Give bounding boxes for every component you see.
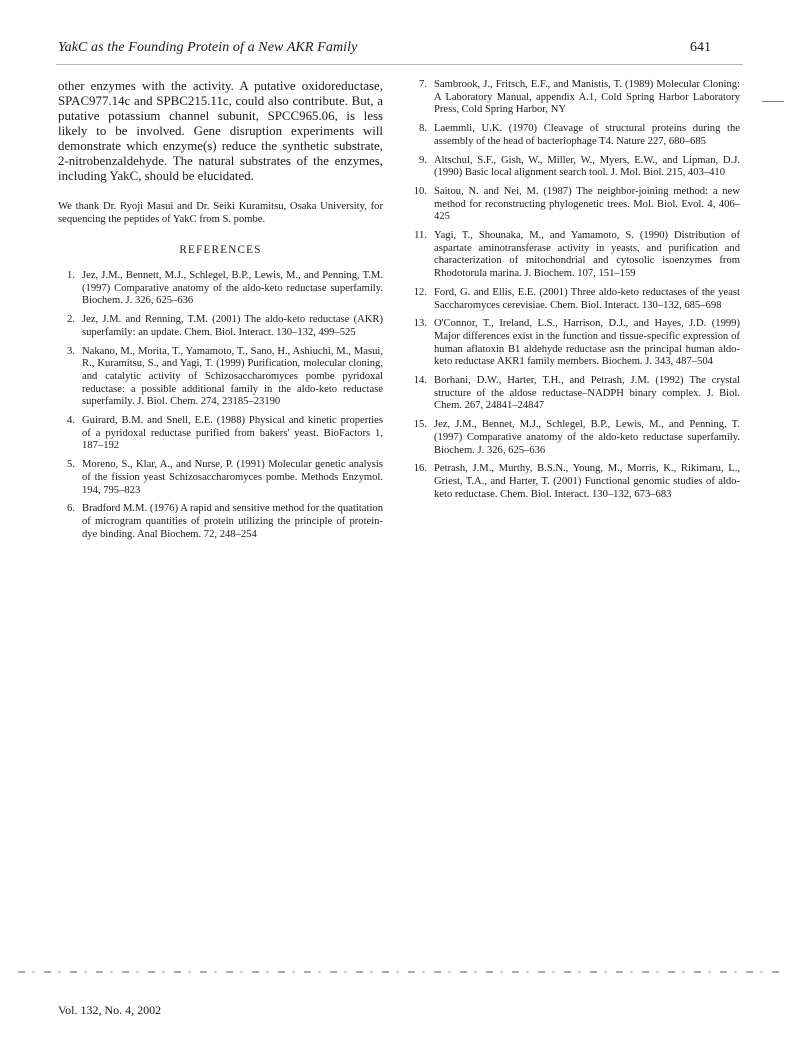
reference-number: 11. — [414, 230, 427, 242]
volume-info: Vol. 132, No. 4, 2002 — [58, 1003, 162, 1017]
reference-text: Petrash, J.M., Murthy, B.S.N., Young, M., Morris, K., Rikimaru, L., Griest, T.A., and Harter, T. (2001) Functional genomic studies of aldo-keto reductase. Chem. Biol. Interact. 130–132, 673–683 — [434, 463, 740, 500]
reference-item — [58, 346, 383, 410]
reference-number: 5. — [67, 459, 75, 471]
reference-item — [410, 230, 740, 281]
reference-list-right — [410, 79, 740, 501]
reference-text: Ford, G. and Ellis, E.E. (2001) Three aldo-keto reductases of the yeast Saccharomyces cerevisiae. Chem. Biol. Interact. 130–132, 685–698 — [434, 286, 740, 311]
reference-number: 15. — [413, 419, 427, 431]
reference-text: Laemmli, U.K. (1970) Cleavage of structural proteins during the assembly of the head of bacteriophage T4. Nature 227, 680–685 — [434, 123, 740, 147]
reference-text: Guirard, B.M. and Snell, E.E. (1988) Physical and kinetic properties of a pyridoxal reductase purified from bakers' yeast. BioFactors 1, 187–192 — [82, 415, 383, 452]
reference-number: 14. — [413, 375, 427, 387]
reference-text: Saitou, N. and Nei, M. (1987) The neighbor-joining method: a new method for reconstructing phylogenetic trees. Mol. Biol. Evol. 4, 406–425 — [434, 185, 740, 223]
reference-number: 3. — [67, 345, 75, 357]
reference-number: 16. — [413, 463, 427, 475]
header-rule — [56, 64, 743, 65]
reference-number: 7. — [419, 79, 427, 90]
reference-item — [410, 123, 740, 148]
right-column — [410, 79, 740, 507]
reference-text: Jez, J.M. and Renning, T.M. (2001) The aldo-keto reductase (AKR) superfamily: an update. Chem. Biol. Interact. 130–132, 499–525 — [82, 314, 383, 338]
reference-item — [58, 503, 383, 541]
margin-mark — [762, 101, 784, 102]
reference-number: 1. — [67, 270, 75, 281]
reference-text: Moreno, S., Klar, A., and Nurse, P. (1991) Molecular genetic analysis of the fission yeast Schizosaccharomyces pombe. Methods Enzymol. 194, 795–823 — [82, 459, 383, 496]
reference-text: Sambrook, J., Fritsch, E.F., and Manistis, T. (1989) Molecular Cloning: A Laboratory Manual, appendix A.1, Cold Spring Harbor Laboratory Press, Cold Spring Harbor, NY — [434, 79, 740, 116]
reference-number: 6. — [67, 503, 75, 515]
reference-number: 8. — [419, 123, 427, 135]
page-number: 641 — [690, 40, 711, 55]
running-title: YakC as the Founding Protein of a New AKR Family — [58, 40, 358, 55]
reference-item — [410, 375, 740, 413]
reference-number: 13. — [413, 318, 427, 330]
reference-text: Bradford M.M. (1976) A rapid and sensitive method for the quatitation of microgram quantities of protein utilizing the principle of protein-dye binding. Anal Biochem. 72, 248–254 — [82, 503, 383, 540]
reference-text: Yagi, T., Shounaka, M., and Yamamoto, S. (1990) Distribution of aspartate aminotransferase activity in yeasts, and purification and characterization of mitochondrial and cytosolic isoenzymes from Rhodotorula marina. J. Biochem. 107, 151–159 — [434, 230, 740, 280]
reference-item — [58, 314, 383, 339]
acknowledgment: We thank Dr. Ryoji Masui and Dr. Seiki Kuramitsu, Osaka University, for sequencing the peptides of YakC from S. pombe. — [58, 201, 383, 225]
reference-item — [410, 287, 740, 312]
reference-number: 9. — [419, 154, 427, 166]
reference-item — [410, 79, 740, 117]
reference-list-left — [58, 270, 383, 541]
scan-artifact-line — [18, 971, 781, 973]
left-column — [58, 79, 383, 547]
reference-item — [58, 415, 383, 453]
reference-number: 2. — [67, 314, 75, 326]
reference-item — [410, 186, 740, 224]
reference-item — [58, 459, 383, 497]
reference-item — [410, 318, 740, 369]
reference-item — [410, 419, 740, 457]
reference-number: 10. — [413, 185, 427, 197]
reference-text: Borhani, D.W., Harter, T.H., and Petrash, J.M. (1992) The crystal structure of the aldose reductase–NADPH binary complex. J. Biol. Chem. 267, 24841–24847 — [434, 375, 740, 412]
reference-item — [410, 463, 740, 501]
body-paragraph: other enzymes with the activity. A putative oxidoreductase, SPAC977.14c and SPBC215.11c, could also contribute. But, a putative potassium channel subunit, SPCC965.06, is less likely to be involved. Gene disruption experiments will demonstrate which enzyme(s) reduce the synthetic substrate, 2-nitrobenzaldehyde. The natural substrates of the enzymes, including YakC, should be elucidated. — [58, 79, 383, 183]
reference-text: Jez, J.M., Bennet, M.J., Schlegel, B.P., Lewis, M., and Penning, T. (1997) Comparative anatomy of the aldo-keto reductase superfamily. Biochem. J. 326, 625–636 — [434, 419, 740, 456]
reference-text: O'Connor, T., Ireland, L.S., Harrison, D.J., and Hayes, J.D. (1999) Major differences exist in the function and tissue-specific expression of human aflatoxin B1 aldehyde reductase asn the principal human aldo-keto reductase AKR1 family members. Biochem. J. 343, 487–504 — [434, 318, 740, 368]
reference-text: Jez, J.M., Bennett, M.J., Schlegel, B.P., Lewis, M., and Penning, T.M. (1997) Comparative anatomy of the aldo-keto reductase superfamily. Biochem. J. 326, 625–636 — [82, 270, 383, 307]
reference-text: Altschul, S.F., Gish, W., Miller, W., Myers, E.W., and Lipman, D.J. (1990) Basic local alignment search tool. J. Mol. Biol. 215, 403–410 — [434, 154, 740, 179]
reference-item — [58, 270, 383, 308]
reference-item — [410, 155, 740, 180]
reference-number: 12. — [413, 286, 427, 298]
reference-number: 4. — [67, 415, 75, 427]
references-heading: REFERENCES — [179, 244, 262, 256]
reference-text: Nakano, M., Morita, T., Yamamoto, T., Sano, H., Ashiuchi, M., Masui, R., Kuramitsu, S., and Yagi, T. (1999) Purification, molecular cloning, and catalytic activity of Schizosaccharomyces pombe pyridoxal reductase: a possible additional family in the aldo-keto reductase superfamily. J. Biol. Chem. 274, 23185–23190 — [82, 345, 383, 408]
